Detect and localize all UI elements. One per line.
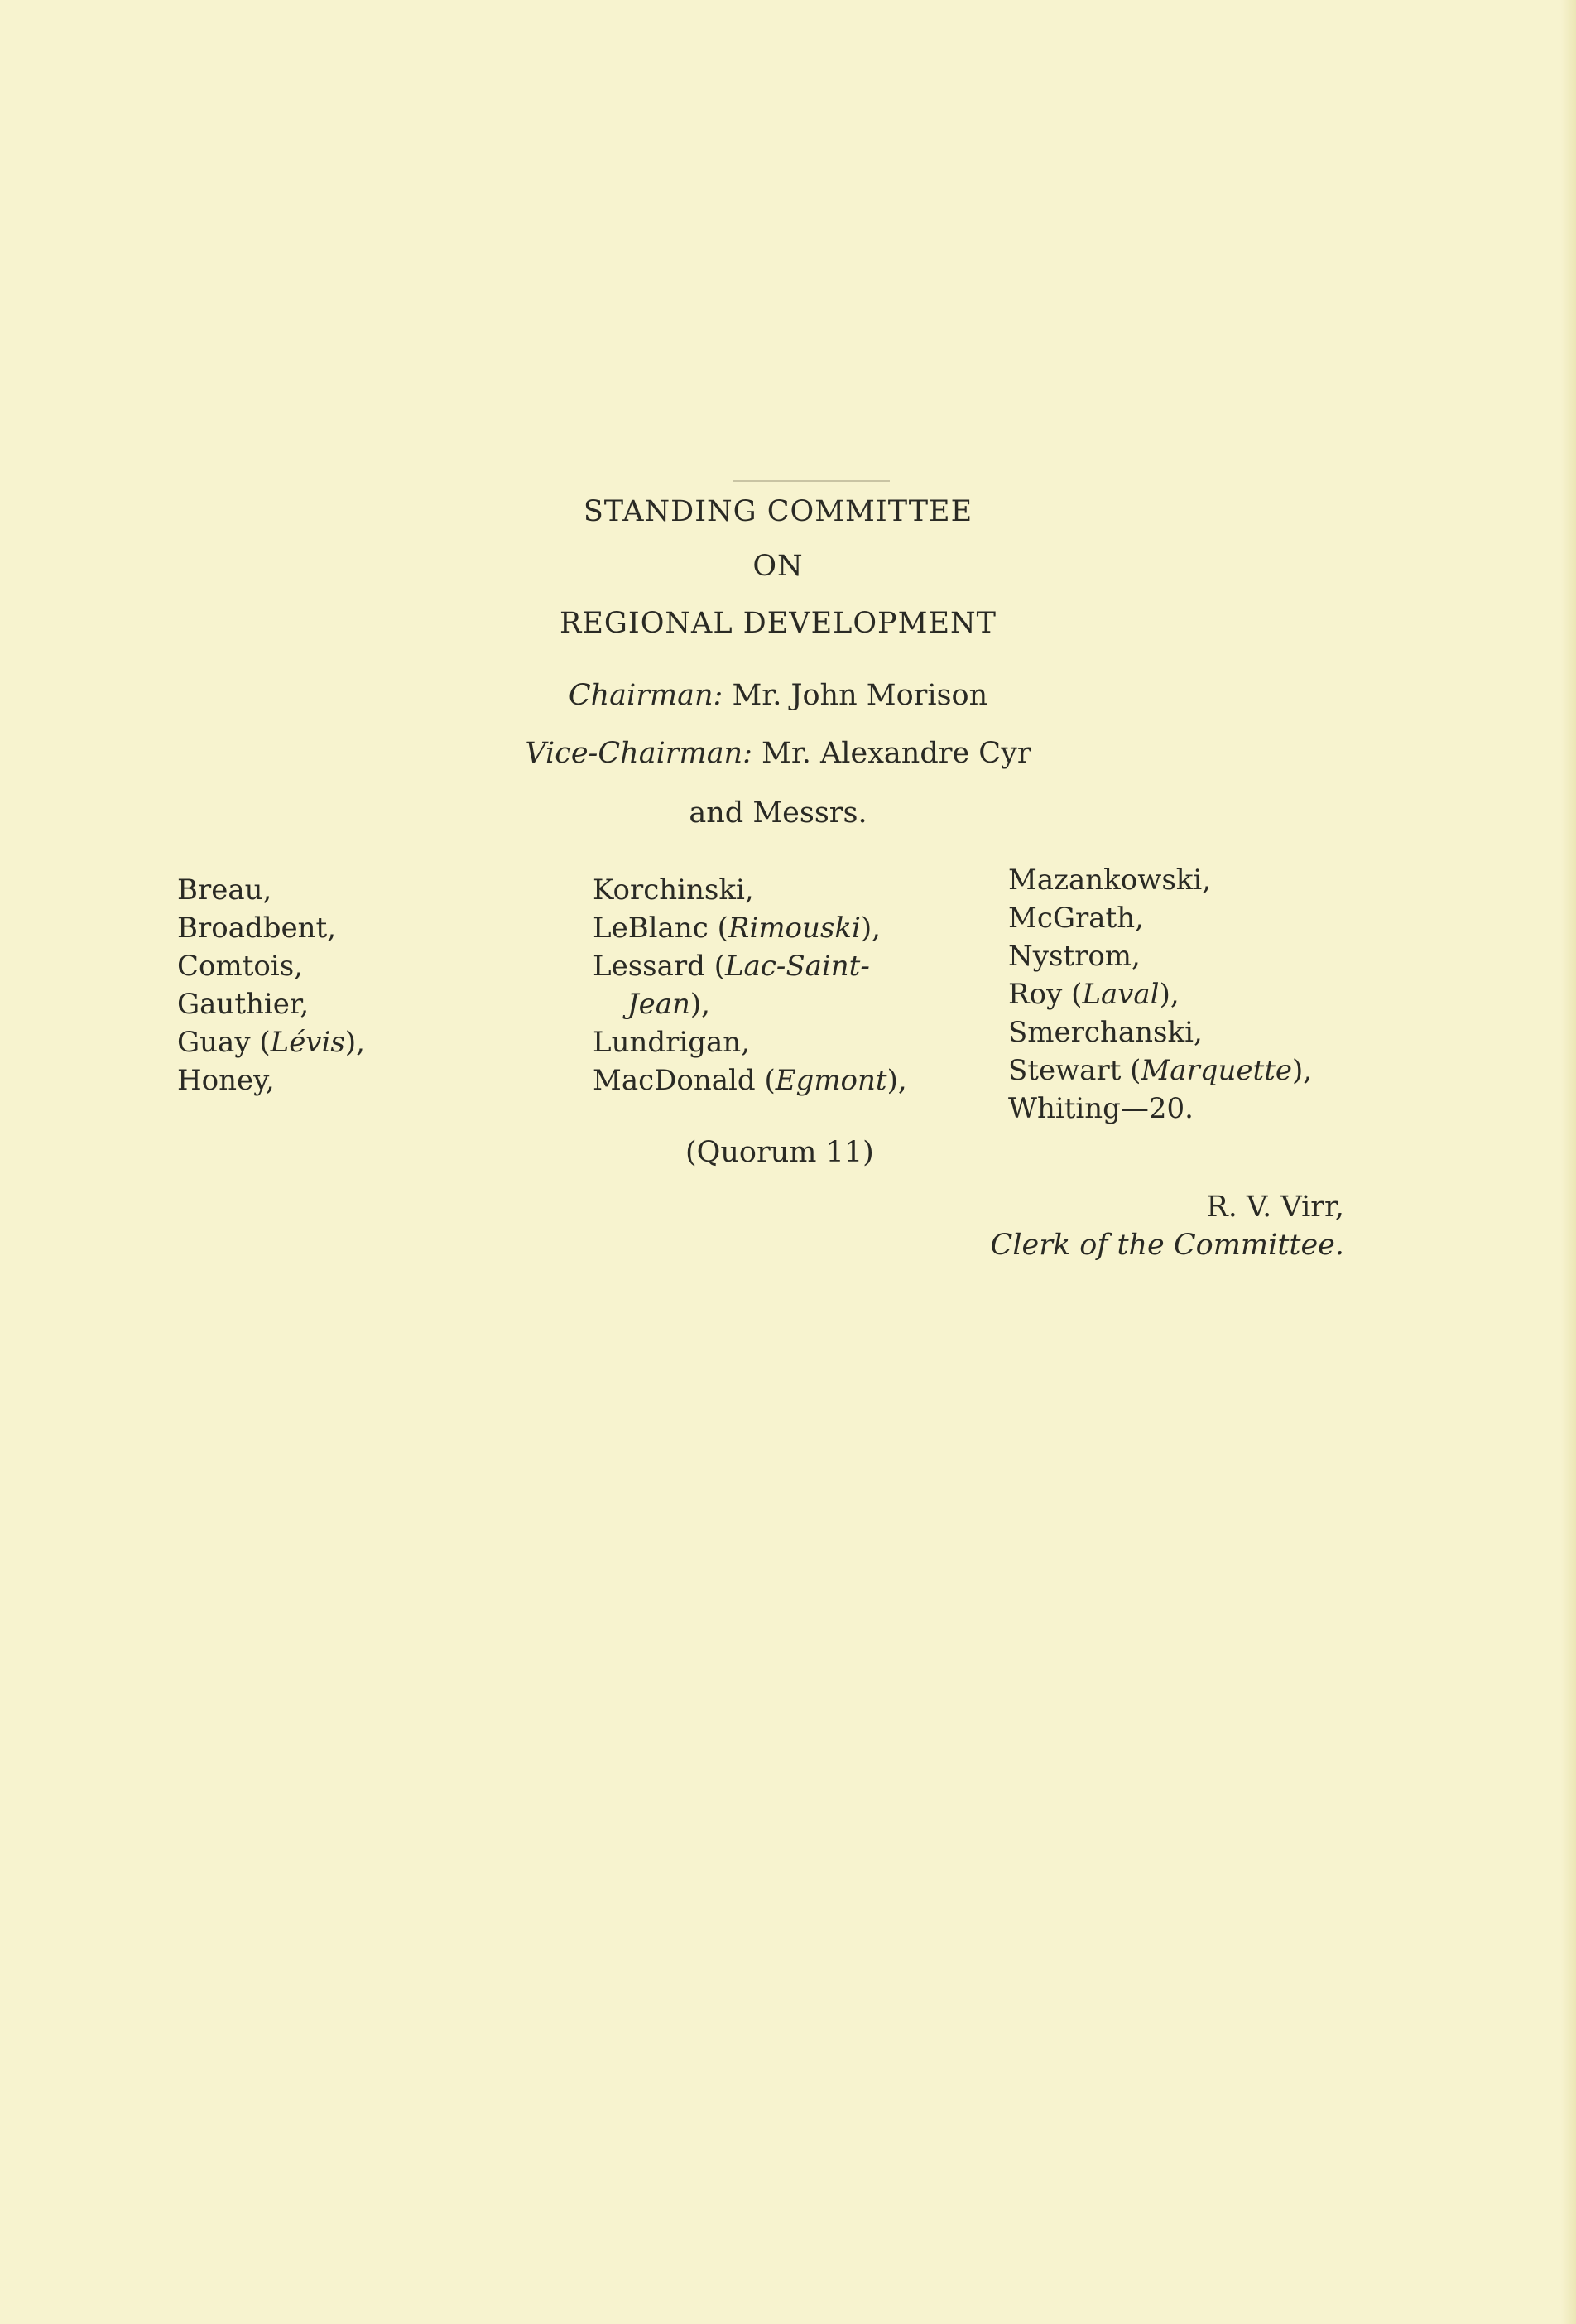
member-name <box>1008 975 1312 1013</box>
member-punct: ), <box>1159 978 1180 1011</box>
clerk-title: Clerk of the Committee. <box>990 1229 1344 1262</box>
member-surname: Lessard ( <box>593 950 725 983</box>
clerk-signature <box>991 1188 1344 1264</box>
member-riding: Laval <box>1082 978 1160 1011</box>
member-name: Lundrigan, <box>593 1026 751 1059</box>
member-surname: MacDonald ( <box>593 1064 776 1097</box>
vice-chairman-role: Vice-Chairman: <box>525 737 752 770</box>
member-punct: ), <box>344 1026 365 1059</box>
committee-title-line3: REGIONAL DEVELOPMENT <box>560 607 997 640</box>
member-riding: Egmont <box>775 1064 887 1097</box>
and-messrs: and Messrs. <box>689 796 867 830</box>
member-name <box>593 1061 907 1099</box>
vice-chairman-name: Mr. Alexandre Cyr <box>762 737 1031 770</box>
top-divider <box>733 480 890 482</box>
member-name: Broadbent, <box>177 912 336 945</box>
member-riding: Marquette <box>1141 1054 1293 1087</box>
member-name <box>1008 1051 1312 1090</box>
members-column-2 <box>593 871 907 1099</box>
member-name: Gauthier, <box>177 988 310 1021</box>
member-riding: Jean <box>627 988 690 1021</box>
members-column-3 <box>1008 861 1312 1128</box>
member-punct: ), <box>886 1064 907 1097</box>
member-name-continued <box>593 985 907 1023</box>
member-name <box>593 947 907 985</box>
member-punct: ), <box>860 912 881 945</box>
member-name: Korchinski, <box>593 873 754 907</box>
member-name: McGrath, <box>1008 902 1144 935</box>
member-riding: Lévis <box>270 1026 345 1059</box>
chairman-role: Chairman: <box>568 679 723 712</box>
member-name: Breau, <box>177 873 272 907</box>
committee-title-line2: ON <box>752 550 804 583</box>
quorum-note: (Quorum 11) <box>685 1136 874 1169</box>
chairman-line <box>0 679 1556 712</box>
member-name <box>593 909 907 947</box>
member-name: Smerchanski, <box>1008 1016 1203 1049</box>
member-name: Whiting—20. <box>1008 1092 1194 1125</box>
member-name: Honey, <box>177 1064 275 1097</box>
vice-chairman-line <box>0 737 1556 770</box>
member-riding: Lac-Saint- <box>724 950 870 983</box>
committee-title-line1: STANDING COMMITTEE <box>583 495 973 528</box>
chairman-name: Mr. John Morison <box>732 679 988 712</box>
member-name: Mazankowski, <box>1008 864 1212 897</box>
member-surname: Stewart ( <box>1008 1054 1141 1087</box>
member-surname: Roy ( <box>1008 978 1083 1011</box>
member-name: Nystrom, <box>1008 940 1141 973</box>
member-punct: ), <box>690 988 710 1021</box>
member-surname: Guay ( <box>177 1026 271 1059</box>
members-column-1 <box>177 871 365 1099</box>
member-punct: ), <box>1292 1054 1313 1087</box>
clerk-name: R. V. Virr, <box>1206 1191 1344 1224</box>
member-surname: LeBlanc ( <box>593 912 728 945</box>
member-riding: Rimouski <box>728 912 861 945</box>
member-name: Comtois, <box>177 950 303 983</box>
member-name <box>177 1023 365 1061</box>
page-edge <box>1561 0 1576 2324</box>
